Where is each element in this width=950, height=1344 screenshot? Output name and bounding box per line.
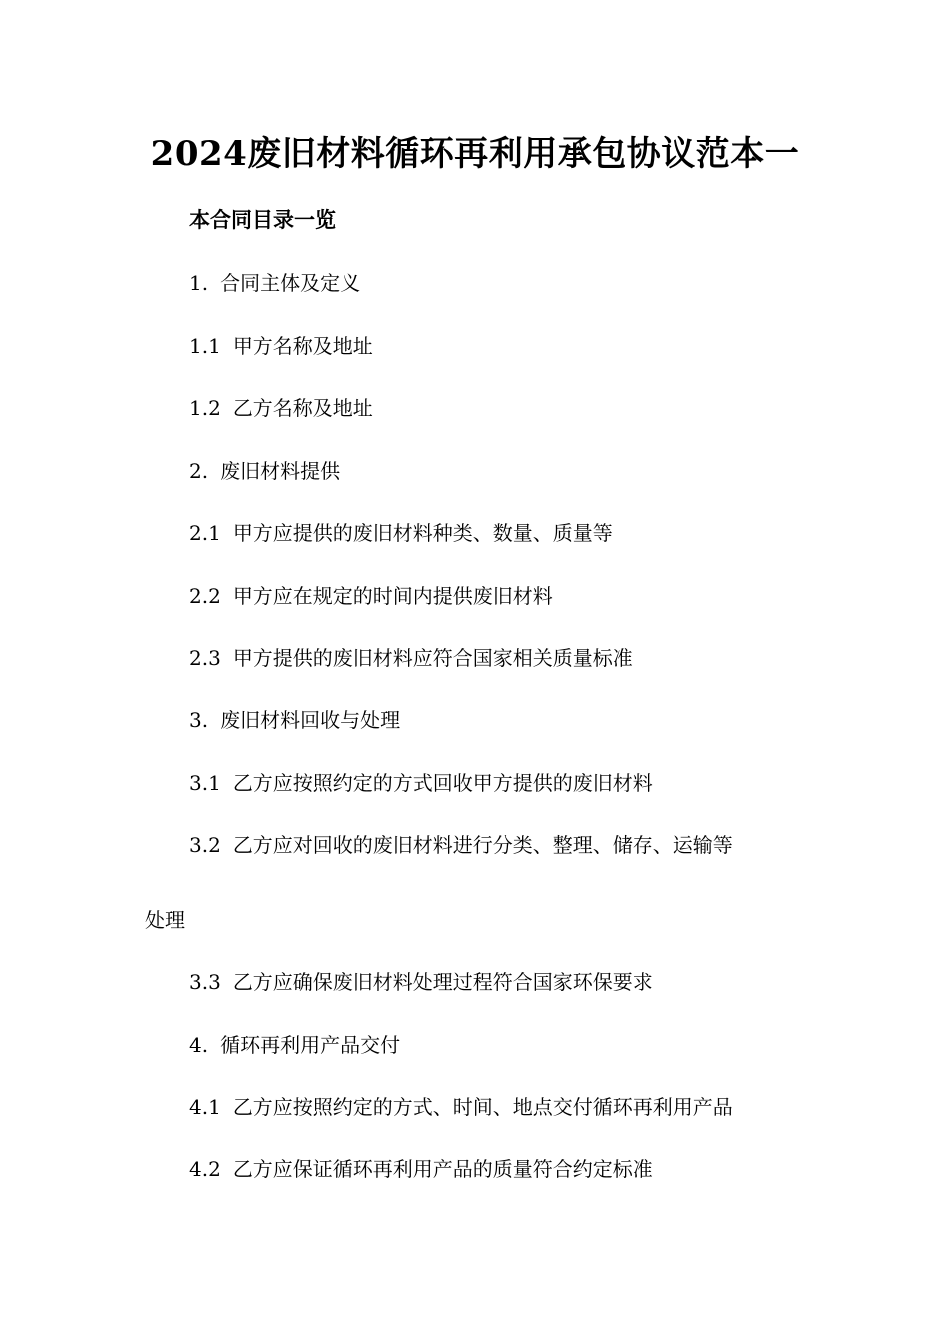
toc-entry-number: 4.1 <box>189 1095 221 1119</box>
toc-entry <box>189 393 373 423</box>
toc-entry-number: 3.1 <box>189 771 221 795</box>
toc-entry-text: 合同主体及定义 <box>220 271 361 295</box>
toc-entry-number: 2.3 <box>189 646 221 670</box>
toc-entry <box>189 268 360 298</box>
toc-entry <box>189 331 373 361</box>
toc-entry <box>189 830 733 860</box>
toc-entry <box>189 1092 733 1122</box>
toc-entry-text: 乙方应确保废旧材料处理过程符合国家环保要求 <box>232 970 653 994</box>
toc-entry-number: 1.1 <box>189 334 221 358</box>
toc-entry-text: 甲方名称及地址 <box>232 334 373 358</box>
toc-entry <box>189 581 553 611</box>
toc-entry-text: 废旧材料回收与处理 <box>220 708 401 732</box>
toc-entry <box>189 1154 653 1184</box>
toc-entry-continuation: 处理 <box>145 908 185 932</box>
document-title: 2024废旧材料循环再利用承包协议范本一 <box>150 134 800 174</box>
toc-entry-text: 废旧材料提供 <box>220 459 341 483</box>
toc-entry <box>189 705 400 735</box>
toc-entry <box>189 643 633 673</box>
toc-entry-text: 乙方名称及地址 <box>232 396 373 420</box>
toc-entry-text: 甲方应提供的废旧材料种类、数量、质量等 <box>232 521 613 545</box>
toc-entry-number: 2.1 <box>189 521 221 545</box>
toc-entry-number: 2. <box>189 459 209 483</box>
toc-entry <box>189 1030 400 1060</box>
toc-entry <box>189 967 653 997</box>
toc-entry <box>189 456 340 486</box>
toc-entry-number: 1.2 <box>189 396 221 420</box>
toc-entry-text: 甲方提供的废旧材料应符合国家相关质量标准 <box>232 646 633 670</box>
toc-entry-text: 乙方应按照约定的方式、时间、地点交付循环再利用产品 <box>232 1095 733 1119</box>
toc-entry <box>189 768 653 798</box>
toc-entry-text: 循环再利用产品交付 <box>220 1033 401 1057</box>
toc-entry-text: 乙方应对回收的废旧材料进行分类、整理、储存、运输等 <box>232 833 733 857</box>
toc-entry-number: 3. <box>189 708 209 732</box>
toc-entry-number: 4. <box>189 1033 209 1057</box>
toc-entry-text: 乙方应保证循环再利用产品的质量符合约定标准 <box>232 1157 653 1181</box>
toc-entry-text: 甲方应在规定的时间内提供废旧材料 <box>232 584 553 608</box>
toc-entry-number: 2.2 <box>189 584 221 608</box>
toc-heading: 本合同目录一览 <box>189 207 336 232</box>
toc-entry <box>189 518 613 548</box>
toc-entry-number: 3.2 <box>189 833 221 857</box>
toc-entry-number: 3.3 <box>189 970 221 994</box>
toc-entry-number: 4.2 <box>189 1157 221 1181</box>
toc-entry-text: 乙方应按照约定的方式回收甲方提供的废旧材料 <box>232 771 653 795</box>
toc-entry-number: 1. <box>189 271 209 295</box>
